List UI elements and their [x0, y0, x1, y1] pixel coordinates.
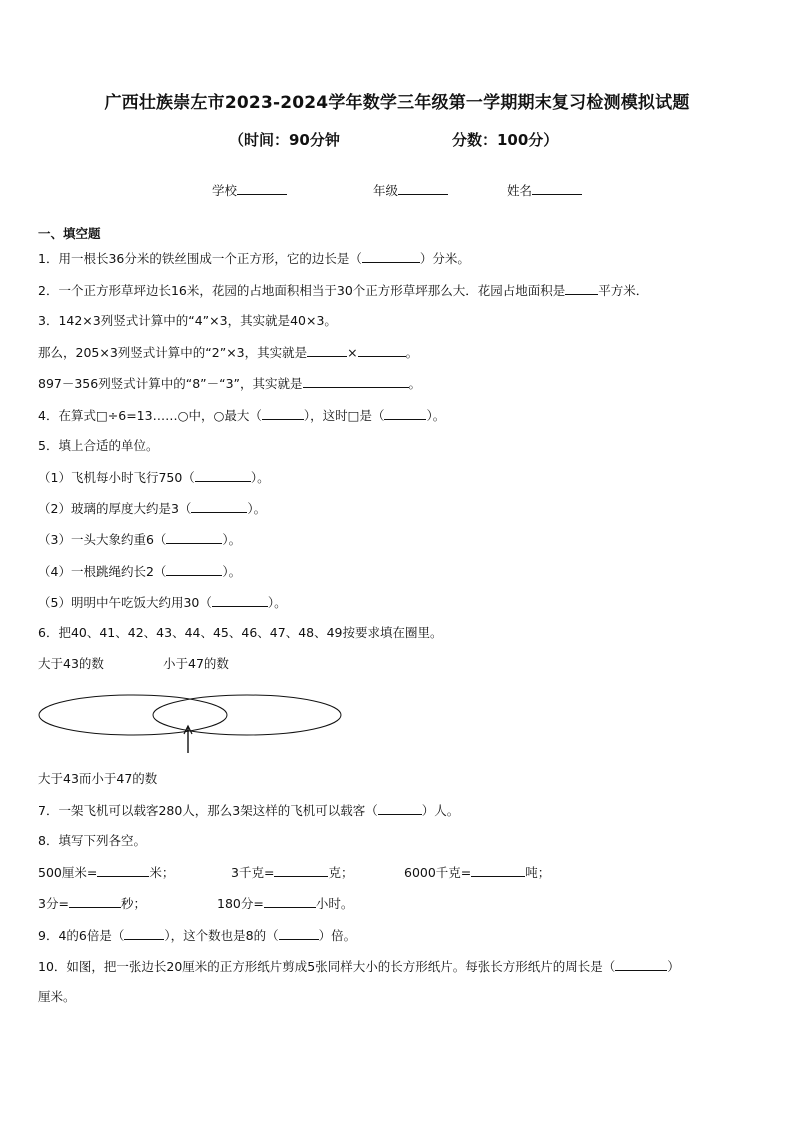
question-8-5 — [217, 894, 353, 913]
question-5-1 — [38, 468, 270, 487]
venn-left-ellipse[interactable] — [39, 695, 227, 735]
q9-text: 9．4的6倍是（ — [38, 928, 125, 943]
q5-3-blank[interactable] — [166, 530, 222, 544]
q8-2-tail: 克； — [328, 865, 354, 880]
question-5-4 — [38, 562, 241, 581]
q5-5-blank[interactable] — [212, 593, 268, 607]
question-3-line3 — [38, 374, 421, 393]
q3-2-blank-2[interactable] — [358, 343, 406, 357]
q3-3-tail: 。 — [408, 376, 422, 391]
q3-2-times: × — [347, 345, 358, 360]
q1-blank[interactable] — [362, 249, 420, 263]
question-3-line1: 3．142×3列竖式计算中的“4”×3，其实就是40×3。 — [38, 313, 337, 328]
venn-diagram — [38, 687, 344, 755]
q8-3-blank[interactable] — [471, 863, 525, 877]
school-field — [212, 181, 287, 199]
q5-5-text: （5）明明中午吃饭大约用30（ — [38, 595, 212, 610]
question-2 — [38, 281, 648, 300]
q8-1-blank[interactable] — [97, 863, 149, 877]
q5-1-tail: ）。 — [250, 470, 270, 485]
name-field — [507, 181, 582, 199]
q5-2-text: （2）玻璃的厚度大约是3（ — [38, 501, 192, 516]
q5-4-blank[interactable] — [166, 562, 222, 576]
q8-5-blank[interactable] — [264, 894, 316, 908]
q9-blank-1[interactable] — [124, 926, 164, 940]
question-5-5 — [38, 593, 287, 612]
q4-blank-1[interactable] — [262, 406, 304, 420]
q3-2-tail: 。 — [405, 345, 419, 360]
q9-mid: ），这个数也是8的（ — [164, 928, 279, 943]
exam-title: 广西壮族崇左市2023-2024学年数学三年级第一学期期末复习检测模拟试题 — [104, 93, 690, 113]
q4-mid: ），这时□是（ — [303, 408, 385, 423]
q5-1-text: （1）飞机每小时飞行750（ — [38, 470, 195, 485]
q7-tail: ）人。 — [421, 803, 460, 818]
question-8: 8．填写下列各空。 — [38, 833, 146, 848]
school-blank[interactable] — [237, 181, 287, 195]
venn-label-left: 大于43的数 — [38, 656, 104, 671]
name-label: 姓名 — [507, 183, 533, 198]
q3-3-text: 897－356列竖式计算中的“8”－“3”，其实就是 — [38, 376, 303, 391]
question-6: 6．把40、41、42、43、44、45、46、47、48、49按要求填在圈里。 — [38, 625, 443, 640]
question-5-2 — [38, 499, 266, 518]
q8-4-blank[interactable] — [69, 894, 121, 908]
q5-2-blank[interactable] — [191, 499, 247, 513]
q10-tail: ） — [667, 959, 680, 974]
grade-label: 年级 — [373, 183, 399, 198]
q8-5-text: 180分= — [217, 896, 264, 911]
q4-blank-2[interactable] — [384, 406, 426, 420]
question-5-3 — [38, 530, 241, 549]
q3-2-text: 那么，205×3列竖式计算中的“2”×3，其实就是 — [38, 345, 308, 360]
q5-1-blank[interactable] — [195, 468, 251, 482]
q7-text: 7．一架飞机可以载客280人，那么3架这样的飞机可以载客（ — [38, 803, 378, 818]
question-4 — [38, 406, 445, 425]
q8-1-tail: 米； — [149, 865, 175, 880]
section-heading: 一、填空题 — [38, 226, 101, 241]
q9-tail: ）倍。 — [318, 928, 357, 943]
question-8-1 — [38, 863, 174, 882]
grade-field — [373, 181, 448, 199]
q8-4-tail: 秒； — [120, 896, 146, 911]
q8-5-tail: 小时。 — [315, 896, 354, 911]
q2-blank[interactable] — [565, 281, 598, 295]
question-10-unit: 厘米。 — [38, 989, 76, 1004]
q5-3-tail: ）。 — [222, 532, 242, 547]
q3-2-blank-1[interactable] — [307, 343, 347, 357]
q5-3-text: （3）一头大象约重6（ — [38, 532, 167, 547]
grade-blank[interactable] — [398, 181, 448, 195]
q10-blank[interactable] — [615, 957, 667, 971]
q8-1-text: 500厘米= — [38, 865, 98, 880]
question-8-2 — [231, 863, 353, 882]
question-7 — [38, 801, 459, 820]
question-8-3 — [404, 863, 550, 882]
q2-tail: 平方米． — [598, 283, 649, 298]
q9-blank-2[interactable] — [279, 926, 319, 940]
q5-5-tail: ）。 — [267, 595, 287, 610]
venn-right-ellipse[interactable] — [153, 695, 341, 735]
question-8-4 — [38, 894, 146, 913]
q10-text: 10．如图，把一张边长20厘米的正方形纸片剪成5张同样大小的长方形纸片。每张长方形纸片的周长是（ — [38, 959, 616, 974]
q8-2-blank[interactable] — [274, 863, 328, 877]
question-10 — [38, 957, 680, 976]
question-1 — [38, 249, 470, 268]
q4-tail: ）。 — [426, 408, 446, 423]
q8-4-text: 3分= — [38, 896, 69, 911]
q2-text: 2．一个正方形草坪边长16米，花园的占地面积相当于30个正方形草坪那么大．花园占地面积是 — [38, 283, 566, 298]
question-3-line2 — [38, 343, 418, 362]
q5-4-tail: ）。 — [222, 564, 242, 579]
q1-text: 1．用一根长36分米的铁丝围成一个正方形，它的边长是（ — [38, 251, 362, 266]
q5-4-text: （4）一根跳绳约长2（ — [38, 564, 167, 579]
q7-blank[interactable] — [378, 801, 422, 815]
venn-label-right: 小于47的数 — [163, 656, 229, 671]
name-blank[interactable] — [532, 181, 582, 195]
q5-2-tail: ）。 — [247, 501, 267, 516]
question-9 — [38, 926, 356, 945]
q4-text: 4．在算式□÷6=13……○中，○最大（ — [38, 408, 262, 423]
q1-tail: ）分米。 — [419, 251, 470, 266]
q8-2-text: 3千克= — [231, 865, 275, 880]
exam-score: 分数：100分） — [452, 131, 559, 149]
question-5: 5．填上合适的单位。 — [38, 438, 159, 453]
q8-3-text: 6000千克= — [404, 865, 472, 880]
q3-3-blank[interactable] — [303, 374, 409, 388]
exam-time: （时间：90分钟 — [229, 131, 340, 149]
q8-3-tail: 吨； — [525, 865, 551, 880]
school-label: 学校 — [212, 183, 238, 198]
venn-label-bottom: 大于43而小于47的数 — [38, 771, 158, 786]
